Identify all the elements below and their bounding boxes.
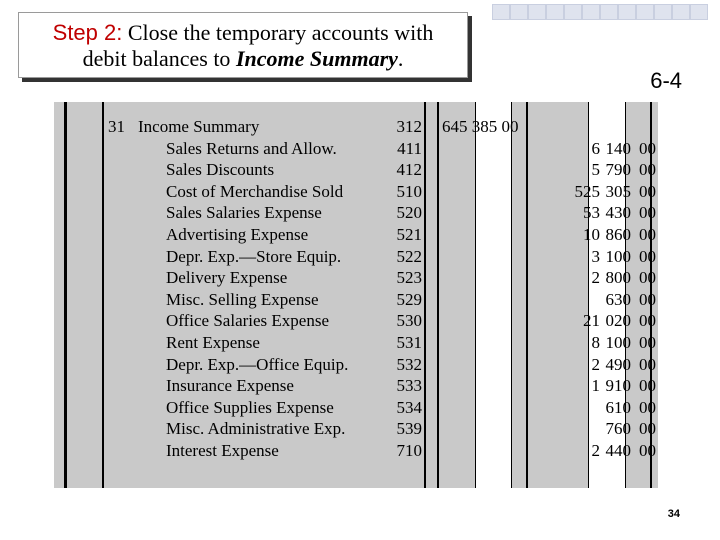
ledger-row [54,310,658,332]
account-title: Delivery Expense [166,268,288,288]
title-text-1: Close the temporary accounts with [122,20,434,45]
credit-units: 305 [605,181,631,201]
account-title: Interest Expense [166,441,279,460]
credit-units: 760 [605,419,631,439]
journal-ledger [54,102,658,488]
credit-units: 800 [605,268,631,288]
account-title: Misc. Selling Expense [166,289,319,309]
post-reference: 510 [396,181,422,201]
credit-cents: 00 [639,225,656,244]
credit-thousands: 8 [591,333,600,352]
title-suffix: . [397,46,404,71]
ledger-row [54,267,658,289]
credit-cents: 00 [639,203,656,223]
credit-units: 910 [605,376,631,396]
credit-cents: 00 [639,441,656,460]
credit-units: 020 [605,311,631,331]
account-title: Sales Returns and Allow. [166,138,337,158]
credit-thousands: 1 [591,376,600,396]
credit-cents: 00 [639,354,656,374]
ledger-row [54,116,658,138]
account-title: Depr. Exp.—Office Equip. [166,354,349,374]
credit-cents: 00 [639,138,656,158]
ledger-row [54,224,658,246]
ledger-row [54,418,658,440]
post-reference: 411 [397,138,422,158]
title-emphasis: Income Summary [235,46,398,71]
account-title: Office Supplies Expense [166,397,334,417]
credit-cents: 00 [639,289,656,309]
ledger-row [54,440,658,462]
credit-units: 610 [605,397,631,417]
post-reference: 522 [396,246,422,266]
credit-units: 100 [605,246,631,266]
credit-units: 100 [605,333,631,352]
account-title: Insurance Expense [166,376,294,396]
entry-date: 31 [108,117,125,136]
credit-thousands: 10 [583,225,600,244]
account-title: Sales Discounts [166,160,275,180]
credit-thousands: 2 [591,441,600,460]
account-title: Advertising Expense [166,225,309,244]
post-reference: 529 [396,289,422,309]
credit-thousands: 5 [591,160,600,180]
post-reference: 539 [396,419,422,439]
post-reference: 710 [396,441,422,460]
credit-units: 490 [605,354,631,374]
post-reference: 532 [396,354,422,374]
title-box [18,12,468,78]
credit-units: 860 [605,225,631,244]
account-title: Income Summary [138,117,260,136]
account-title: Rent Expense [166,333,260,352]
title-line-2 [19,46,467,72]
credit-thousands: 525 [574,181,600,201]
post-reference: 520 [396,203,422,223]
ledger-row [54,289,658,311]
ledger-row [54,375,658,397]
post-reference: 521 [396,225,422,244]
ledger-row [54,354,658,376]
ledger-row [54,181,658,203]
post-reference: 534 [396,397,422,417]
credit-thousands: 6 [591,138,600,158]
account-title: Sales Salaries Expense [166,203,322,223]
slide-number: 6-4 [650,68,682,93]
credit-cents: 00 [639,376,656,396]
credit-units: 440 [605,441,631,460]
post-reference: 412 [396,160,422,180]
post-reference: 523 [396,268,422,288]
credit-thousands: 2 [591,268,600,288]
ledger-row [54,332,658,354]
title-line-1 [19,20,467,46]
credit-cents: 00 [639,311,656,331]
credit-units: 790 [605,160,631,180]
ledger-row [54,202,658,224]
credit-thousands: 3 [591,246,600,266]
page-number: 34 [667,508,680,520]
credit-cents: 00 [639,333,656,352]
post-reference: 533 [396,376,422,396]
credit-units: 140 [605,138,631,158]
credit-cents: 00 [639,246,656,266]
ledger-row [54,246,658,268]
credit-cents: 00 [639,419,656,439]
account-title: Cost of Merchandise Sold [166,181,344,201]
credit-units: 430 [605,203,631,223]
credit-thousands: 53 [583,203,600,223]
ledger-row [54,159,658,181]
debit-amount: 645 385 00 [442,117,519,136]
ledger-row [54,138,658,160]
credit-cents: 00 [639,268,656,288]
credit-thousands: 21 [583,311,600,331]
account-title: Office Salaries Expense [166,311,330,331]
title-text-2: debit balances to [82,46,236,71]
account-title: Depr. Exp.—Store Equip. [166,246,342,266]
post-reference: 312 [396,117,422,136]
decorative-grid [488,0,720,22]
credit-cents: 00 [639,181,656,201]
post-reference: 531 [396,333,422,352]
credit-thousands: 2 [591,354,600,374]
post-reference: 530 [396,311,422,331]
step-label: Step 2: [52,20,123,45]
credit-units: 630 [605,289,631,309]
ledger-row [54,397,658,419]
credit-cents: 00 [639,160,656,180]
credit-cents: 00 [639,397,656,417]
account-title: Misc. Administrative Exp. [166,419,346,439]
